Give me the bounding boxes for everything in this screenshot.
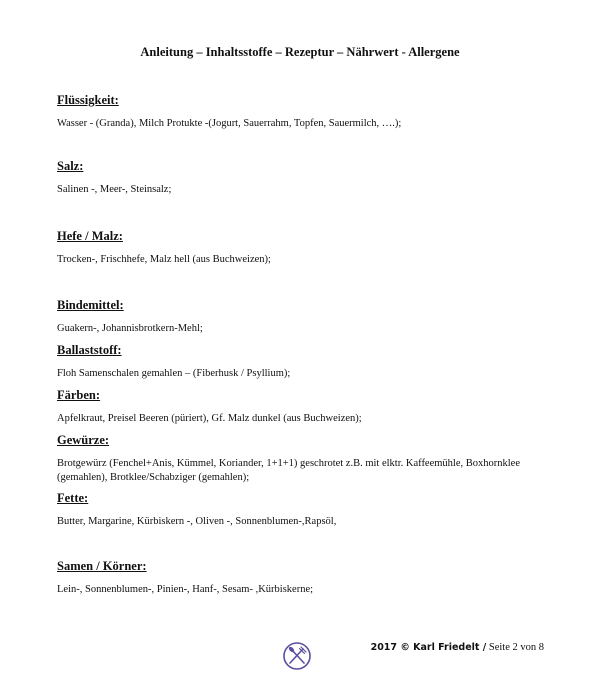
section-heading: Hefe / Malz: (57, 229, 123, 243)
section-text: Trocken-, Frischhefe, Malz hell (aus Buchweizen); (57, 254, 271, 265)
footer-author: 2017 © Karl Friedelt / (370, 642, 487, 653)
section-text: Guakern-, Johannisbrotkern-Mehl; (57, 323, 203, 334)
section-heading: Färben: (57, 388, 101, 402)
section-faerben (57, 388, 557, 426)
section-hefe-malz (57, 229, 557, 267)
section-text: Apfelkraut, Preisel Beeren (püriert), Gf. Malz dunkel (aus Buchweizen); (57, 413, 362, 424)
section-ballaststoff (57, 343, 557, 381)
section-bindemittel (57, 298, 557, 336)
section-samen-koerner (57, 559, 557, 597)
section-text: Floh Samenschalen gemahlen – (Fiberhusk / Psyllium); (57, 368, 291, 379)
section-text: Lein-, Sonnenblumen-, Pinien-, Hanf-, Sesam- ,Kürbiskerne; (57, 584, 314, 595)
section-heading: Bindemittel: (57, 298, 124, 312)
section-salz (57, 159, 557, 197)
section-heading: Ballaststoff: (57, 343, 122, 357)
crossed-utensils-logo-icon (282, 641, 312, 671)
section-gewuerze (57, 433, 557, 484)
section-heading: Fette: (57, 491, 89, 505)
footer-page-number: Seite 2 von 8 (488, 642, 544, 653)
section-heading: Gewürze: (57, 433, 110, 447)
section-heading: Flüssigkeit: (57, 93, 119, 107)
section-heading: Salz: (57, 159, 84, 173)
section-text: Wasser - (Granda), Milch Protukte -(Jogurt, Sauerrahm, Topfen, Sauermilch, ….); (57, 118, 402, 129)
section-text: Brotgewürz (Fenchel+Anis, Kümmel, Koriander, 1+1+1) geschrotet z.B. mit elktr. Kaffeemühle, Boxhornklee (gemahlen), Brotklee/Schabziger (gemahlen); (57, 458, 520, 483)
section-heading: Samen / Körner: (57, 559, 147, 573)
footer (371, 642, 544, 653)
section-text: Butter, Margarine, Kürbiskern -, Oliven -, Sonnenblumen-,Rapsöl, (57, 516, 337, 527)
section-fluessigkeit (57, 93, 557, 131)
section-fette (57, 491, 557, 529)
page-title: Anleitung – Inhaltsstoffe – Rezeptur – Nährwert - Allergene (140, 45, 460, 59)
section-text: Salinen -, Meer-, Steinsalz; (57, 184, 172, 195)
